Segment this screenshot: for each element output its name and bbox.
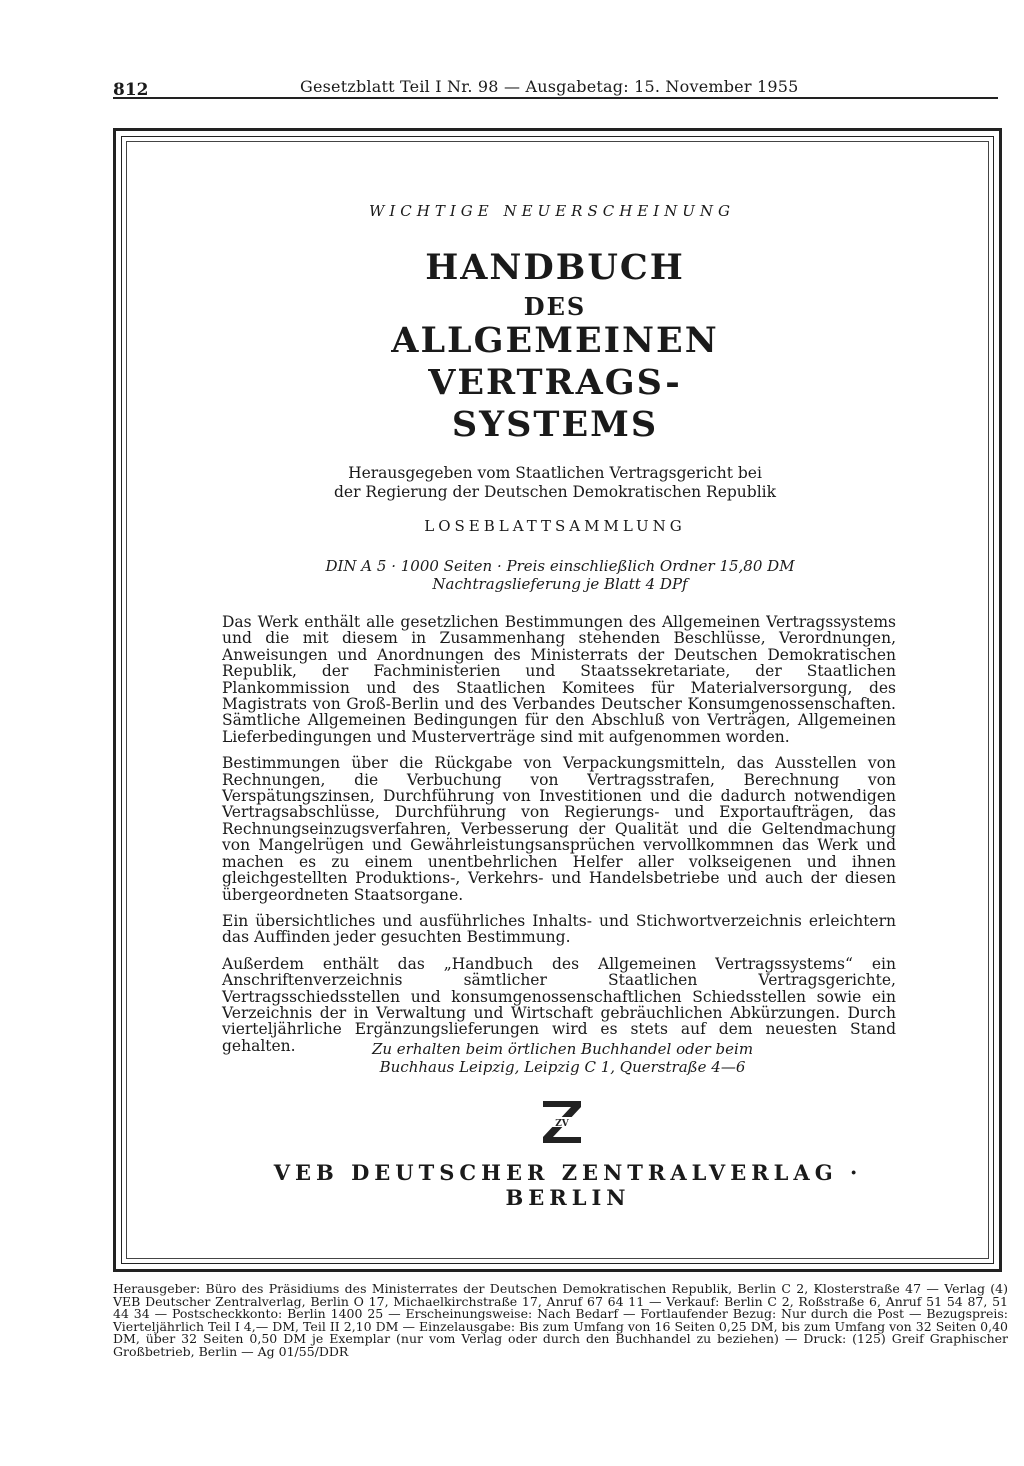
page-number: 812 <box>113 80 149 100</box>
ad-format-price <box>0 557 1024 593</box>
order-line: Zu erhalten beim örtlichen Buchhandel oder beim <box>371 1040 754 1058</box>
colophon-footer: Herausgeber: Büro des Präsidiums des Ministerrates der Deutschen Demokratischen Republik, Berlin C 2, Klosterstraße 47 — Verlag (4) VEB Deutscher Zentralverlag, Berlin O 17, Michaelkirchstraße 17, Anruf 67 64 11 — Verkauf: Berlin C 2, Roßstraße 6, Anruf 51 54 87, 51 44 34 — Postscheckkonto: Berlin 1400 25 — Erscheinungsweise: Nach Bedarf — Fortlaufender Bezug: Nur durch die Post — Bezugspreis: Vierteljährlich Teil I 4,— DM, Teil II 2,10 DM — Einzelausgabe: Bis zum Umfang von 16 Seiten 0,25 DM, bis zum Umfang von 32 Seiten 0,40 DM, über 32 Seiten 0,50 DM je Exemplar (nur vom Verlag oder durch den Buchhandel zu beziehen) — Druck: (125) Greif Graphischer Großbetrieb, Berlin — Ag 01/55/DDR <box>113 1281 1008 1359</box>
ad-paragraph: Ein übersichtliches und ausführliches Inhalts- und Stichwortverzeichnis erleichtern das Auffinden jeder gesuchten Bestimmung. <box>222 911 896 947</box>
header-rule <box>113 97 998 99</box>
publisher-line: der Regierung der Deutschen Demokratischen Republik <box>333 483 777 501</box>
ad-kicker: WICHTIGE NEUERSCHEINUNG <box>368 202 736 220</box>
ad-paragraph: Bestimmungen über die Rückgabe von Verpackungsmitteln, das Ausstellen von Rechnungen, die Verbuchung von Vertragsstrafen, Berechnung von Verspätungszinsen, Durchführung von Investitionen und die dadurch notwendigen Vertragsabschlüsse, Durchführung von Regierungs- und Exportaufträgen, das Rechnungseinzugsverfahren, Verbesserung der Qualität und die Geltendmachung von Mangelrügen und Gewährleistungsansprüchen vervollkommnen das Werk und machen es zu einem unentbehrlichen Helfer aller volkseigenen und ihnen gleichgestellten Produktions-, Verkehrs- und Handelsbetriebe und auch der diesen übergeordneten Staatsorgane. <box>222 754 896 904</box>
ad-title-line: HANDBUCH <box>425 247 685 288</box>
running-head: Gesetzblatt Teil I Nr. 98 — Ausgabetag: 15. November 1955 <box>300 77 799 96</box>
publisher-logo-icon <box>537 1097 587 1147</box>
ad-title-line: SYSTEMS <box>451 404 659 445</box>
logo-letters: ZV <box>555 1119 569 1129</box>
ad-publisher <box>0 464 1024 502</box>
ad-body <box>222 614 896 1064</box>
ad-imprint: VEB DEUTSCHER ZENTRALVERLAG · BERLIN <box>273 1160 863 1210</box>
ad-paragraph: Das Werk enthält alle gesetzlichen Bestimmungen des Allgemeinen Vertragssystems und die mit diesem in Zusammenhang stehenden Beschlüsse, Verordnungen, Anweisungen und Anordnungen des Ministerrats der Deutschen Demokratischen Republik, der Fachministerien und Staatssekretariate, der Staatlichen Plankommission und des Staatlichen Komitees für Materialversorgung, des Magistrats von Groß-Berlin und des Verbandes Deutscher Konsumgenossenschaften. Sämtliche Allgemeinen Bedingungen für den Abschluß von Verträgen, Allgemeinen Lieferbedingungen und Musterverträge sind mit aufgenommen worden. <box>222 613 896 746</box>
format-line: DIN A 5 · 1000 Seiten · Preis einschließlich Ordner 15,80 DM <box>325 557 795 575</box>
ad-title-line: DES <box>523 292 587 321</box>
ad-collection-label: LOSEBLATTSAMMLUNG <box>424 517 686 535</box>
order-line: Buchhaus Leipzig, Leipzig C 1, Querstraße 4—6 <box>379 1058 746 1076</box>
ad-paragraph: Außerdem enthält das „Handbuch des Allgemeinen Vertragssystems“ ein Anschriftenverzeichnis sämtlicher Staatlichen Vertragsgerichte, Vertragsschiedsstellen und konsumgenossenschaftlichen Schiedsstellen sowie ein Verzeichnis der in Verwaltung und Wirtschaft gebräuchlichen Abkürzungen. Durch vierteljährliche Ergänzungslieferungen wird es stets auf dem neuesten Stand gehalten. <box>222 954 896 1055</box>
ad-order-note <box>0 1040 1024 1076</box>
ad-title-line: VERTRAGS- <box>428 362 682 403</box>
ad-title-line: ALLGEMEINEN <box>391 320 719 361</box>
format-line: Nachtragslieferung je Blatt 4 DPf <box>432 575 688 593</box>
publisher-line: Herausgegeben vom Staatlichen Vertragsgericht bei <box>348 464 762 482</box>
